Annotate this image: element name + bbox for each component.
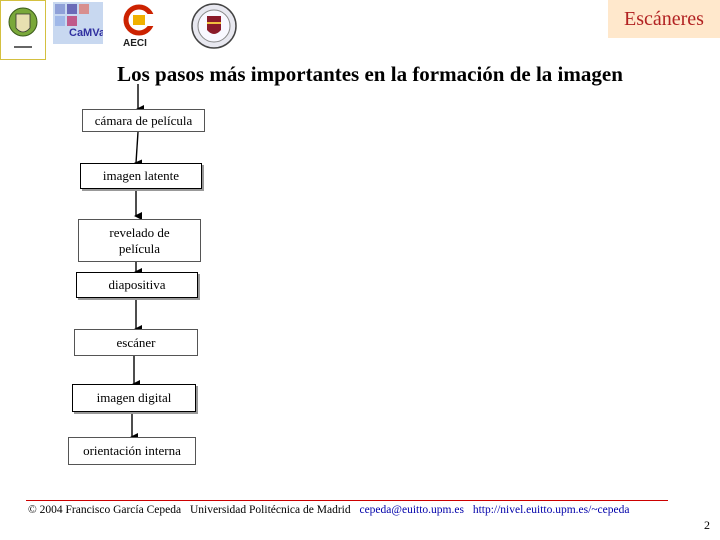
flow-step-label: imagen latente [102,168,180,183]
footer-url-link[interactable]: http://nivel.euitto.upm.es/~cepeda [472,504,630,516]
page-title: Los pasos más importantes en la formación de la imagen [117,62,623,86]
flow-step-label: revelado de película [109,224,170,256]
flow-step-escaner [74,329,198,356]
camva-logo-text: CaMVa [69,27,103,39]
flow-step-revelado [78,219,201,262]
flow-step-label: orientación interna [83,443,181,458]
flow-arrow [136,132,138,163]
flow-step-camara [82,109,205,132]
footer-email-link[interactable]: cepeda@euitto.upm.es [359,504,464,516]
flow-step-imagen-latente [80,163,202,189]
footer-copyright: © 2004 Francisco García Cepeda [28,504,182,516]
flow-step-imagen-digital [72,384,196,412]
page-number: 2 [704,518,710,532]
footer [28,504,629,516]
footer-university: Universidad Politécnica de Madrid [189,504,351,516]
footer-divider [26,500,668,501]
slide-section-tag: Escáneres [608,0,720,38]
flow-step-label: cámara de película [94,112,193,128]
flow-step-label: diapositiva [108,277,166,292]
flow-step-diapositiva [76,272,198,298]
flow-step-label: escáner [116,334,156,350]
flow-step-orientacion [68,437,196,465]
flow-step-label: imagen digital [96,390,172,405]
aeci-logo-text: AECI [123,38,147,48]
